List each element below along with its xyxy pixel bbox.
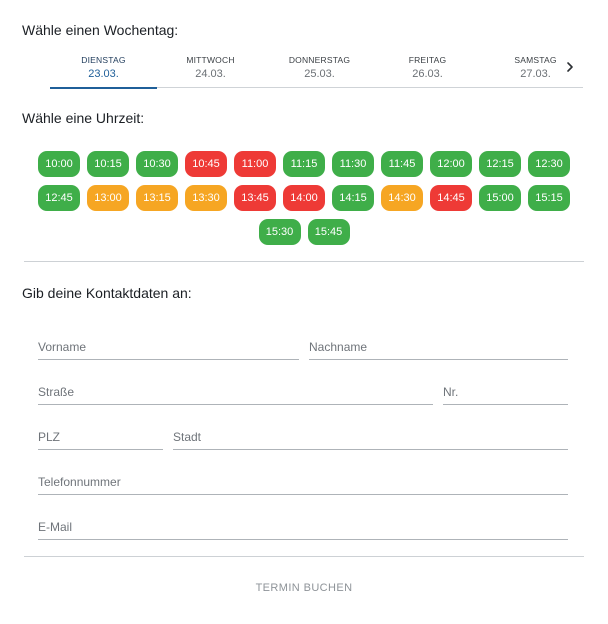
- street-field: [38, 381, 433, 405]
- tab-freitag[interactable]: [374, 53, 481, 88]
- time-slot-button[interactable]: 11:15: [283, 151, 325, 177]
- time-slot-button[interactable]: 10:30: [136, 151, 178, 177]
- tab-day-date: 23.03.: [88, 68, 119, 80]
- time-slot-button[interactable]: 10:00: [38, 151, 80, 177]
- tab-day-name: DONNERSTAG: [288, 55, 351, 65]
- contact-section-title: Gib deine Kontaktdaten an:: [22, 285, 192, 301]
- tab-day-name: SAMSTAG: [514, 55, 557, 65]
- tab-day-name: MITTWOCH: [186, 55, 235, 65]
- house-number-input[interactable]: [443, 381, 568, 403]
- time-slot-button[interactable]: 11:00: [234, 151, 276, 177]
- book-appointment-button[interactable]: TERMIN BUCHEN: [0, 578, 608, 598]
- weekday-tabs: [50, 53, 583, 88]
- time-slot-row: [38, 219, 570, 245]
- time-slot-button[interactable]: 14:45: [430, 185, 472, 211]
- time-slot-button[interactable]: 10:45: [185, 151, 227, 177]
- time-slot-button[interactable]: 11:45: [381, 151, 423, 177]
- divider: [24, 556, 584, 557]
- time-slot-button[interactable]: 12:30: [528, 151, 570, 177]
- time-slot-button[interactable]: 13:00: [87, 185, 129, 211]
- last-name-input[interactable]: [309, 336, 568, 358]
- city-field: [173, 426, 568, 450]
- time-slot-button[interactable]: 15:45: [308, 219, 350, 245]
- street-input[interactable]: [38, 381, 433, 403]
- time-slot-row: [38, 185, 570, 211]
- tab-day-name: FREITAG: [408, 55, 447, 65]
- house-number-field: [443, 381, 568, 405]
- time-section-title: Wähle eine Uhrzeit:: [22, 110, 145, 126]
- time-slot-button[interactable]: 14:30: [381, 185, 423, 211]
- time-slot-button[interactable]: 14:15: [332, 185, 374, 211]
- phone-input[interactable]: [38, 471, 568, 493]
- time-slot-button[interactable]: 13:30: [185, 185, 227, 211]
- time-slot-button[interactable]: 13:15: [136, 185, 178, 211]
- zip-field: [38, 426, 163, 450]
- time-slot-row: [38, 151, 570, 177]
- tab-donnerstag[interactable]: [266, 53, 373, 88]
- time-slot-button[interactable]: 14:00: [283, 185, 325, 211]
- tab-day-name: DIENSTAG: [81, 55, 126, 65]
- time-slot-button[interactable]: 13:45: [234, 185, 276, 211]
- chevron-right-icon[interactable]: [563, 60, 577, 74]
- time-slot-button[interactable]: 10:15: [87, 151, 129, 177]
- weekday-section-title: Wähle einen Wochentag:: [22, 22, 179, 38]
- divider: [24, 261, 584, 262]
- first-name-input[interactable]: [38, 336, 299, 358]
- city-input[interactable]: [173, 426, 568, 448]
- tab-day-date: 25.03.: [304, 68, 335, 80]
- time-slot-button[interactable]: 12:00: [430, 151, 472, 177]
- time-slot-button[interactable]: 15:00: [479, 185, 521, 211]
- tab-day-date: 24.03.: [195, 68, 226, 80]
- last-name-field: [309, 336, 568, 360]
- time-slot-button[interactable]: 12:15: [479, 151, 521, 177]
- tab-dienstag[interactable]: [50, 53, 157, 88]
- tab-mittwoch[interactable]: [157, 53, 264, 88]
- tab-day-date: 26.03.: [412, 68, 443, 80]
- tab-day-date: 27.03.: [520, 68, 551, 80]
- time-slot-button[interactable]: 12:45: [38, 185, 80, 211]
- email-input[interactable]: [38, 516, 568, 538]
- time-slot-button[interactable]: 15:30: [259, 219, 301, 245]
- first-name-field: [38, 336, 299, 360]
- zip-input[interactable]: [38, 426, 163, 448]
- email-field: [38, 516, 568, 540]
- time-slot-grid: [38, 151, 570, 253]
- time-slot-button[interactable]: 15:15: [528, 185, 570, 211]
- time-slot-button[interactable]: 11:30: [332, 151, 374, 177]
- phone-field: [38, 471, 568, 495]
